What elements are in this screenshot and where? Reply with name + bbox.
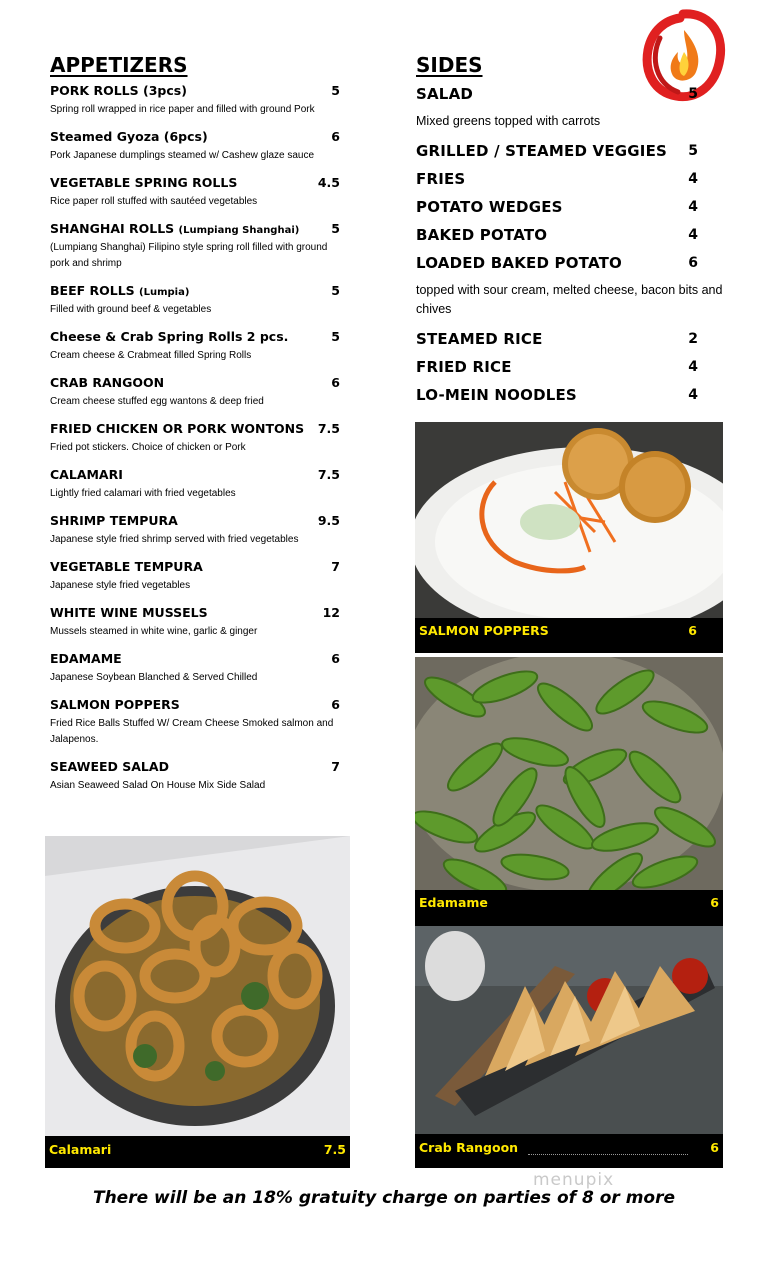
item-name-text: SEAWEED SALAD — [50, 759, 169, 774]
item-name — [50, 464, 342, 486]
menu-item — [50, 648, 342, 694]
item-price: 7 — [331, 759, 340, 774]
item-price: 6 — [331, 375, 340, 390]
edamame-photo — [415, 657, 723, 890]
item-name — [50, 80, 342, 102]
menu-item — [50, 510, 342, 556]
item-subtitle: (Lumpiang Shanghai) — [178, 225, 300, 236]
item-description: Japanese style fried vegetables — [50, 580, 191, 591]
item-name-text: EDAMAME — [50, 651, 122, 666]
item-name — [50, 280, 342, 302]
item-price: 6 — [331, 129, 340, 144]
item-price: 2 — [688, 331, 698, 347]
item-price: 6 — [688, 255, 698, 271]
item-name: LO-MEIN NOODLES — [416, 386, 577, 404]
menu-item — [416, 381, 728, 409]
caption-price: 7.5 — [323, 1142, 346, 1157]
item-price: 5 — [331, 83, 340, 98]
item-price: 4 — [688, 227, 698, 243]
item-description: Filled with ground beef & vegetables — [50, 304, 212, 315]
item-name-text: FRIED CHICKEN OR PORK WONTONS — [50, 421, 305, 436]
item-description: Cream cheese & Crabmeat filled Spring Rolls — [50, 350, 252, 361]
item-name-text: WHITE WINE MUSSELS — [50, 605, 208, 620]
item-name — [50, 756, 342, 778]
item-name: FRIES — [416, 170, 466, 188]
item-price: 5 — [331, 283, 340, 298]
item-price: 4.5 — [317, 175, 340, 190]
item-price: 7.5 — [317, 467, 340, 482]
crab-rangoon-caption — [415, 1134, 723, 1168]
item-name: GRILLED / STEAMED VEGGIES — [416, 142, 668, 160]
menu-item — [416, 249, 728, 277]
item-name: STEAMED RICE — [416, 330, 543, 348]
item-price: 9.5 — [317, 513, 340, 528]
caption-price: 6 — [710, 1140, 719, 1155]
menu-item — [416, 353, 728, 381]
item-description: Fried Rice Balls Stuffed W/ Cream Cheese Smoked salmon and Jalapenos. — [50, 718, 334, 745]
item-name: SALAD — [416, 85, 474, 103]
item-price: 5 — [331, 329, 340, 344]
item-name — [50, 602, 342, 624]
item-price: 7.5 — [317, 421, 340, 436]
menu-item — [50, 418, 342, 464]
item-description: (Lumpiang Shanghai) Filipino style spring roll filled with ground pork and shrimp — [50, 242, 328, 269]
menu-item — [50, 218, 342, 280]
item-price: 4 — [688, 359, 698, 375]
item-name — [50, 126, 342, 148]
item-name: LOADED BAKED POTATO — [416, 254, 622, 272]
item-name-text: BEEF ROLLS — [50, 283, 140, 298]
item-name-text: VEGETABLE TEMPURA — [50, 559, 203, 574]
item-name-text: CRAB RANGOON — [50, 375, 165, 390]
menu-item — [416, 137, 728, 165]
appetizers-title: APPETIZERS — [50, 53, 188, 77]
salmon-poppers-photo — [415, 422, 723, 618]
gratuity-note: There will be an 18% gratuity charge on parties of 8 or more — [92, 1188, 676, 1208]
caption-price: 6 — [688, 623, 697, 638]
menu-item — [50, 372, 342, 418]
caption-name: Edamame — [419, 895, 488, 910]
item-name — [50, 648, 342, 670]
item-description: Japanese Soybean Blanched & Served Chilled — [50, 672, 258, 683]
item-description: topped with sour cream, melted cheese, bacon bits and chives — [416, 283, 723, 316]
menu-item — [416, 80, 728, 108]
watermark: menupix — [533, 1170, 615, 1190]
menu-item — [50, 326, 342, 372]
item-price: 5 — [331, 221, 340, 236]
item-description: Japanese style fried shrimp served with fried vegetables — [50, 534, 299, 545]
item-name-text: Steamed Gyoza (6pcs) — [50, 129, 208, 144]
item-price: 6 — [331, 697, 340, 712]
item-name-text: Cheese & Crab Spring Rolls 2 pcs. — [50, 329, 289, 344]
caption-name: Crab Rangoon — [419, 1140, 519, 1155]
item-name — [50, 510, 342, 532]
sides-title: SIDES — [416, 53, 483, 77]
item-description: Rice paper roll stuffed with sautéed vegetables — [50, 196, 258, 207]
item-description: Fried pot stickers. Choice of chicken or Pork — [50, 442, 246, 453]
appetizers-list — [50, 80, 342, 802]
item-name-text: SALMON POPPERS — [50, 697, 180, 712]
item-name — [50, 326, 342, 348]
crab-rangoon-photo — [415, 926, 723, 1134]
item-description: Spring roll wrapped in rice paper and filled with ground Pork — [50, 104, 315, 115]
item-name-text: VEGETABLE SPRING ROLLS — [50, 175, 238, 190]
menu-item — [416, 165, 728, 193]
item-name-text: SHANGHAI ROLLS — [50, 221, 179, 236]
item-price: 4 — [688, 387, 698, 403]
item-price: 4 — [688, 199, 698, 215]
item-description: Mussels steamed in white wine, garlic & ginger — [50, 626, 258, 637]
item-price: 5 — [688, 86, 698, 102]
item-name — [50, 694, 342, 716]
watermark-divider — [528, 1154, 688, 1155]
menu-item — [416, 325, 728, 353]
item-name — [50, 556, 342, 578]
menu-item — [416, 221, 728, 249]
appetizers-section — [50, 52, 342, 802]
item-description: Asian Seaweed Salad On House Mix Side Salad — [50, 780, 266, 791]
item-price: 12 — [322, 605, 340, 620]
menu-item — [50, 556, 342, 602]
menu-item — [50, 280, 342, 326]
item-name-text: PORK ROLLS (3pcs) — [50, 83, 187, 98]
menu-item — [50, 172, 342, 218]
calamari-photo — [45, 836, 350, 1136]
item-name: FRIED RICE — [416, 358, 512, 376]
menu-item — [50, 602, 342, 648]
item-price: 5 — [688, 143, 698, 159]
item-name: BAKED POTATO — [416, 226, 548, 244]
item-price: 7 — [331, 559, 340, 574]
item-price: 4 — [688, 171, 698, 187]
item-description: Pork Japanese dumplings steamed w/ Cashew glaze sauce — [50, 150, 315, 161]
caption-price: 6 — [710, 895, 719, 910]
menu-item — [50, 694, 342, 756]
caption-name: SALMON POPPERS — [419, 623, 549, 638]
item-name-text: CALAMARI — [50, 467, 123, 482]
menu-item — [50, 126, 342, 172]
calamari-caption — [45, 1136, 350, 1168]
menu-item — [50, 80, 342, 126]
item-description: Lightly fried calamari with fried vegetables — [50, 488, 236, 499]
item-name — [50, 372, 342, 394]
menu-item — [50, 464, 342, 510]
caption-name: Calamari — [49, 1142, 112, 1157]
sides-section — [416, 52, 728, 409]
menu-item — [50, 756, 342, 802]
item-description: Mixed greens topped with carrots — [416, 114, 601, 128]
item-name — [50, 418, 342, 440]
item-name-text: SHRIMP TEMPURA — [50, 513, 178, 528]
item-name — [50, 172, 342, 194]
item-name — [50, 218, 342, 240]
edamame-caption — [415, 890, 723, 926]
item-price: 6 — [331, 651, 340, 666]
salmon-poppers-caption — [415, 618, 723, 653]
item-description: Cream cheese stuffed egg wantons & deep fried — [50, 396, 264, 407]
item-name: POTATO WEDGES — [416, 198, 563, 216]
item-subtitle: (Lumpia) — [139, 287, 190, 298]
menu-item — [416, 193, 728, 221]
